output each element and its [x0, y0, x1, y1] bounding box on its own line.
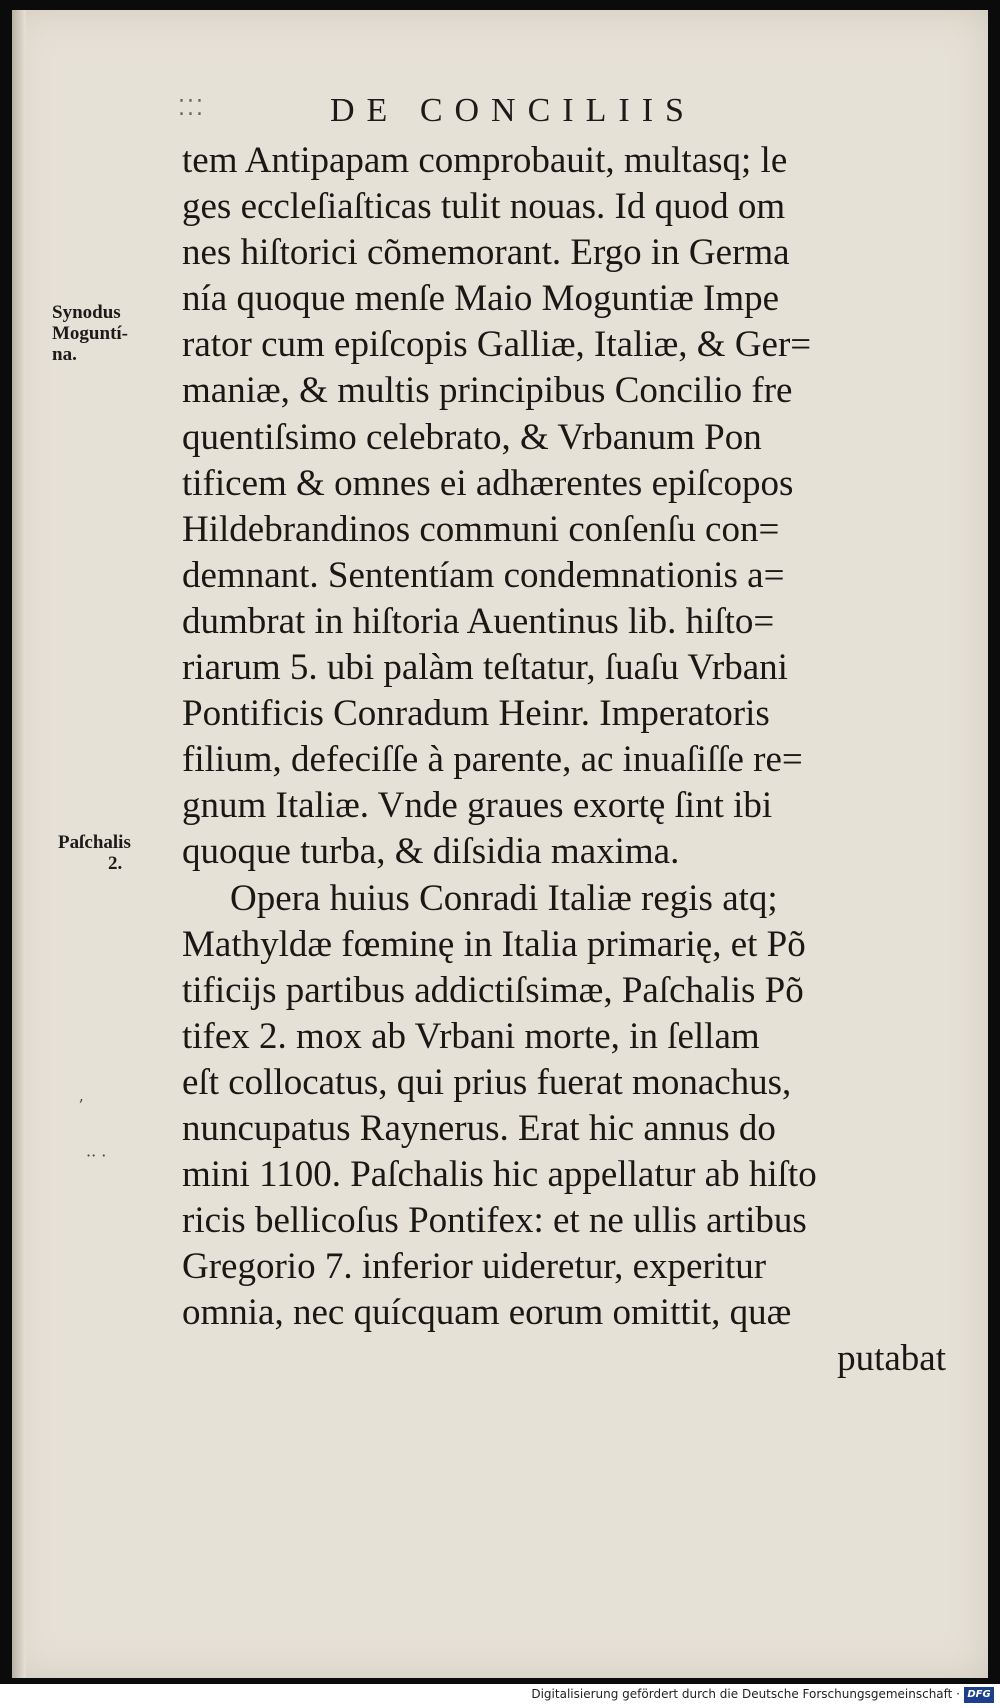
text-line: rator cum epiſcopis Galliæ, Italiæ, & Ger=	[182, 324, 812, 366]
text-line: omnia, nec quícquam eorum omittit, quæ	[182, 1292, 792, 1334]
text-line: ges eccleſiaſticas tulit nouas. Id quod om	[182, 186, 786, 228]
margin-note-line: 2.	[108, 853, 123, 874]
text-line: maniæ, & multis principibus Concilio fre	[182, 370, 793, 412]
text-line: tificem & omnes ei adhærentes epiſcopos	[182, 462, 794, 504]
dfg-logo-icon: DFG	[964, 1687, 994, 1703]
text-line: Pontificis Conradum Heinr. Imperatoris	[182, 693, 770, 735]
text-line: gnum Italiæ. Vnde graues exortę ſint ibi	[182, 785, 773, 827]
text-line: demnant. Sententíam condemnationis a=	[182, 554, 785, 596]
text-line: nuncupatus Raynerus. Erat hic annus do	[182, 1107, 776, 1149]
margin-note-synodus	[52, 302, 128, 365]
margin-note-line: na.	[52, 344, 77, 365]
text-line: dumbrat in hiſtoria Auentinus lib. hiſto=	[182, 600, 775, 642]
margin-note-line: Moguntí-	[52, 323, 128, 344]
text-line: riarum 5. ubi palàm teſtatur, ſuaſu Vrbani	[182, 647, 788, 689]
text-line: filium, defeciſſe à parente, ac inuaſiſſe re=	[182, 739, 803, 781]
text-line: eſt collocatus, qui prius fuerat monachus,	[182, 1061, 792, 1103]
head-ornament: ⁚⁚⁚	[178, 96, 205, 121]
text-line: quentiſsimo celebrato, & Vrbanum Pon	[182, 416, 762, 458]
margin-note-line: Synodus	[52, 302, 121, 323]
main-text-block	[182, 138, 952, 1383]
text-line: Gregorio 7. inferior uideretur, experitur	[182, 1246, 767, 1288]
text-line: ricis bellicoſus Pontifex: et ne ullis artibus	[182, 1200, 807, 1242]
funding-credit: Digitalisierung gefördert durch die Deutsche Forschungsgemeinschaft ·	[531, 1687, 960, 1701]
text-line: Hildebrandinos communi conſenſu con=	[182, 508, 780, 550]
catchword: putabat	[837, 1338, 946, 1380]
text-line: Mathyldæ fœminę in Italia primarię, et Põ	[182, 923, 806, 965]
margin-note-line: Paſchalis	[58, 832, 131, 853]
text-line: nes hiſtorici cõmemorant. Ergo in Germa	[182, 232, 790, 274]
footer-bar	[0, 1684, 1000, 1708]
text-line: quoque turba, & diſsidia maxima.	[182, 831, 680, 873]
text-line: nía quoque menſe Maio Moguntiæ Impe	[182, 278, 780, 320]
margin-speck: ·· ·	[86, 1146, 107, 1165]
margin-speck: ʼ	[78, 1096, 84, 1115]
text-line: tem Antipapam comprobauit, multasq; le	[182, 140, 788, 181]
page-gutter-edge	[12, 10, 26, 1678]
text-line: tifex 2. mox ab Vrbani morte, in ſellam	[182, 1015, 760, 1057]
margin-note-paschalis	[58, 832, 131, 874]
text-line: tificijs partibus addictiſsimæ, Paſchalis Põ	[182, 969, 804, 1011]
text-line: mini 1100. Paſchalis hic appellatur ab hiſto	[182, 1154, 817, 1196]
text-line-paragraph-start: Opera huius Conradi Italiæ regis atq;	[230, 877, 778, 919]
running-head: DE CONCILIIS	[330, 92, 696, 129]
